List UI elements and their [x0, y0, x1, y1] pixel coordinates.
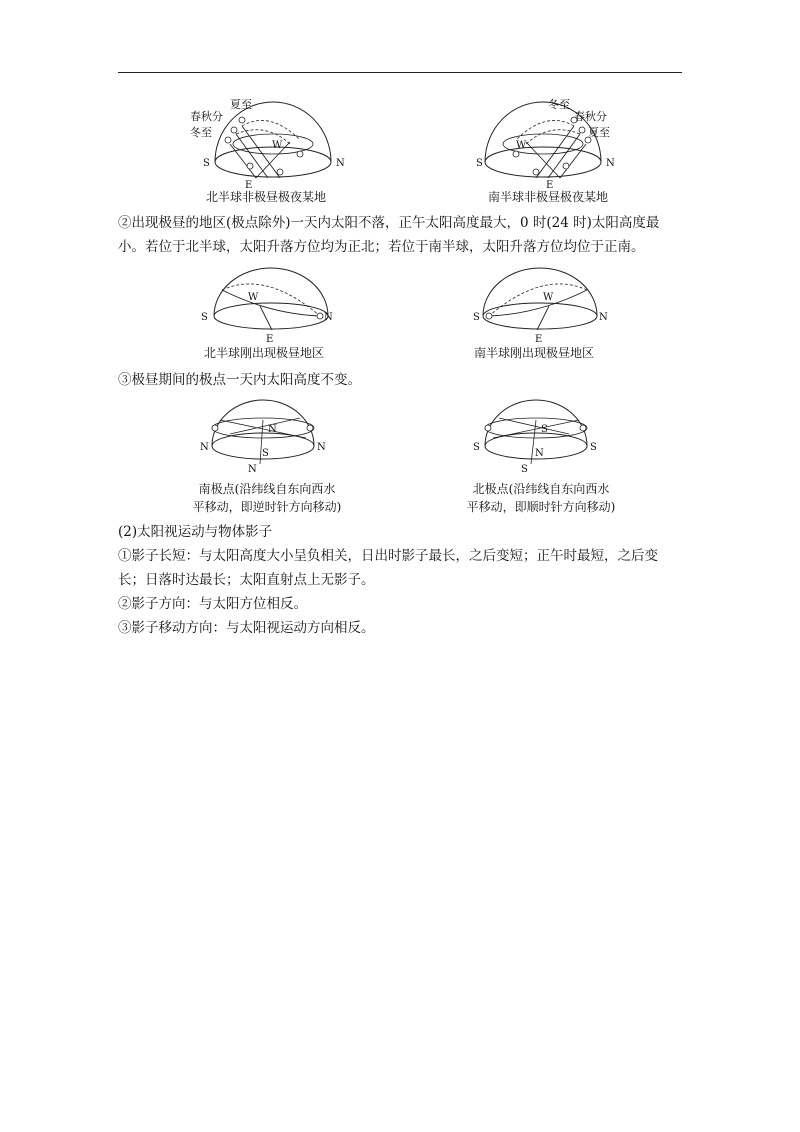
- paragraph-line: ②影子方向：与太阳方位相反。: [118, 596, 307, 612]
- label-left: N: [200, 442, 209, 453]
- diagram-north-pole: [473, 400, 599, 476]
- label-top: S: [541, 424, 548, 435]
- label-W: W: [543, 292, 554, 303]
- label-dongzhi: 冬至: [190, 126, 212, 139]
- label-E: E: [535, 334, 543, 345]
- label-N: N: [324, 312, 333, 323]
- paragraph-line: ③影子移动方向：与太阳视运动方向相反。: [118, 620, 375, 636]
- diagram-south-polar-day-onset: [473, 268, 609, 348]
- caption-line: 平移动，即顺时针方向移动): [466, 500, 616, 514]
- caption-south-normal: 南半球非极昼极夜某地: [487, 190, 608, 204]
- paragraph-line: 小。若位于北半球，太阳升落方位均为正北；若位于南半球，太阳升落方位均位于正南。: [118, 239, 645, 255]
- diagram-south-hemisphere-normal: [476, 96, 626, 191]
- label-left: S: [473, 442, 480, 453]
- label-S: S: [203, 158, 210, 169]
- label-N: N: [606, 158, 615, 169]
- label-bottom: S: [521, 464, 528, 475]
- label-center: S: [262, 448, 269, 459]
- caption-line: 北极点(沿纬线自东向西水: [472, 482, 610, 496]
- paragraph-line: ②出现极昼的地区(极点除外)一天内太阳不落，正午太阳高度最大，0 时(24 时)太阳高度最: [118, 215, 660, 231]
- sun-path-diagram: [200, 268, 336, 348]
- diagram-south-pole: [200, 400, 326, 476]
- label-right: N: [317, 442, 326, 453]
- label-S: S: [476, 158, 483, 169]
- paragraph-line: 长；日落时达最长；太阳直射点上无影子。: [118, 572, 375, 588]
- label-N: N: [336, 158, 345, 169]
- label-E: E: [266, 334, 274, 345]
- label-xiazhi: 夏至: [230, 98, 252, 111]
- label-right: S: [590, 442, 597, 453]
- caption-north-pole: [448, 480, 634, 516]
- sun-path-diagram: [473, 268, 609, 348]
- caption-line: 南极点(沿纬线自东向西水: [198, 482, 336, 496]
- caption-south-pole: [174, 480, 360, 516]
- label-E: E: [245, 180, 253, 191]
- paragraph-pole-constant: ③极昼期间的极点一天内太阳高度不变。: [118, 372, 361, 388]
- sun-path-diagram: [190, 96, 345, 191]
- caption-south-polar-day-onset: 南半球刚出现极昼地区: [473, 346, 594, 360]
- label-W: W: [516, 140, 527, 151]
- label-xiazhi: 夏至: [588, 126, 610, 139]
- label-W: W: [272, 140, 283, 151]
- diagram-north-hemisphere-normal: [190, 96, 345, 191]
- paragraph-line: ①影子长短：与太阳高度大小呈负相关，日出时影子最长，之后变短；正午时最短，之后变: [118, 548, 658, 564]
- sun-path-diagram: [473, 400, 599, 476]
- paragraph-polar-day: [118, 211, 688, 259]
- label-chunqiufen: 春秋分: [574, 110, 607, 123]
- sun-path-diagram: [476, 96, 626, 191]
- label-S: S: [201, 312, 208, 323]
- label-center: N: [535, 448, 544, 459]
- section-title: (2)太阳视运动与物体影子: [118, 524, 273, 540]
- caption-north-polar-day-onset: 北半球刚出现极昼地区: [203, 346, 324, 360]
- caption-line: 平移动，即逆时针方向移动): [192, 500, 342, 514]
- section-shadow: [118, 520, 688, 640]
- label-chunqiufen: 春秋分: [190, 110, 223, 123]
- header-rule: [118, 72, 682, 73]
- label-S: S: [473, 312, 480, 323]
- label-E: E: [546, 180, 554, 191]
- caption-north-normal: 北半球非极昼极夜某地: [205, 190, 326, 204]
- label-top: N: [268, 424, 277, 435]
- diagram-north-polar-day-onset: [200, 268, 336, 348]
- label-bottom: N: [248, 464, 257, 475]
- sun-path-diagram: [200, 400, 326, 476]
- label-dongzhi: 冬至: [548, 98, 570, 111]
- label-N: N: [599, 312, 608, 323]
- label-W: W: [248, 292, 259, 303]
